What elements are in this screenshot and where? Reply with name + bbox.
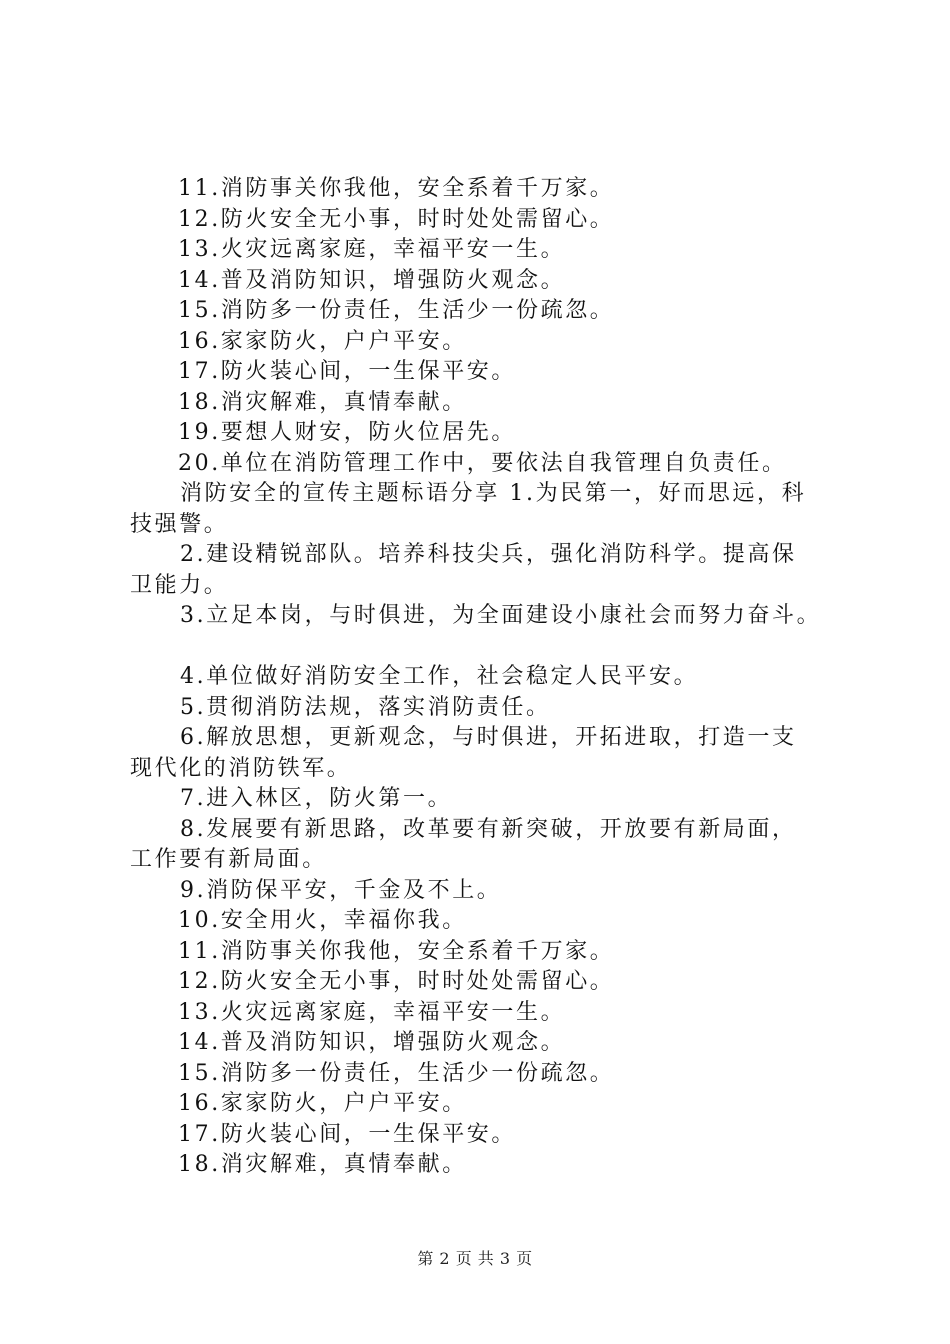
slogan-line: 18.消灾解难，真情奉献。 — [178, 389, 467, 415]
slogan-line: 18.消灾解难，真情奉献。 — [178, 1152, 467, 1177]
slogan-line: 15.消防多一份责任，生活少一份疏忽。 — [178, 298, 615, 323]
slogan-line: 15.消防多一份责任，生活少一份疏忽。 — [178, 1060, 615, 1086]
document-body — [130, 174, 850, 1181]
slogan-line: 13.火灾远离家庭，幸福平安一生。 — [178, 237, 566, 262]
section-heading: 消防安全的宣传主题标语分享 1.为民第一，好而思远，科 — [180, 481, 807, 506]
slogan-line-continuation: 工作要有新局面。 — [130, 847, 327, 872]
slogan-line: 3.立足本岗，与时俱进，为全面建设小康社会而努力奋斗。 — [180, 603, 822, 628]
slogan-line: 7.进入林区，防火第一。 — [180, 786, 453, 811]
blank-line — [130, 632, 850, 663]
slogan-line: 19.要想人财安，防火位居先。 — [178, 420, 516, 445]
slogan-line: 14.普及消防知识，增强防火观念。 — [178, 267, 566, 293]
slogan-line: 16.家家防火，户户平安。 — [178, 328, 467, 354]
slogan-line: 10.安全用火，幸福你我。 — [178, 908, 467, 933]
slogan-line: 13.火灾远离家庭，幸福平安一生。 — [178, 999, 566, 1025]
slogan-line: 8.发展要有新思路，改革要有新突破，开放要有新局面， — [180, 816, 797, 842]
slogan-line: 20.单位在消防管理工作中，要依法自我管理自负责任。 — [178, 450, 787, 476]
slogan-line: 16.家家防火，户户平安。 — [178, 1091, 467, 1116]
slogan-line: 6.解放思想，更新观念，与时俱进，开拓进取，打造一支 — [180, 725, 797, 750]
slogan-line: 2.建设精锐部队。培养科技尖兵，强化消防科学。提高保 — [180, 542, 797, 567]
slogan-line: 17.防火装心间，一生保平安。 — [178, 359, 516, 384]
slogan-line-continuation: 卫能力。 — [130, 572, 229, 598]
slogan-line: 9.消防保平安，千金及不上。 — [180, 877, 502, 903]
slogan-line: 5.贯彻消防法规，落实消防责任。 — [180, 694, 551, 720]
slogan-line: 12.防火安全无小事，时时处处需留心。 — [178, 206, 615, 232]
slogan-line: 17.防火装心间，一生保平安。 — [178, 1121, 516, 1147]
slogan-line: 11.消防事关你我他，安全系着千万家。 — [178, 938, 615, 964]
slogan-line-continuation: 现代化的消防铁军。 — [130, 755, 352, 781]
slogan-line: 14.普及消防知识，增强防火观念。 — [178, 1030, 566, 1055]
section-heading-continuation: 技强警。 — [130, 511, 229, 537]
page-number-footer: 第 2 页 共 3 页 — [417, 1249, 533, 1268]
slogan-line: 4.单位做好消防安全工作，社会稳定人民平安。 — [180, 664, 699, 689]
slogan-line: 12.防火安全无小事，时时处处需留心。 — [178, 969, 615, 994]
slogan-line: 11.消防事关你我他，安全系着千万家。 — [178, 176, 615, 201]
